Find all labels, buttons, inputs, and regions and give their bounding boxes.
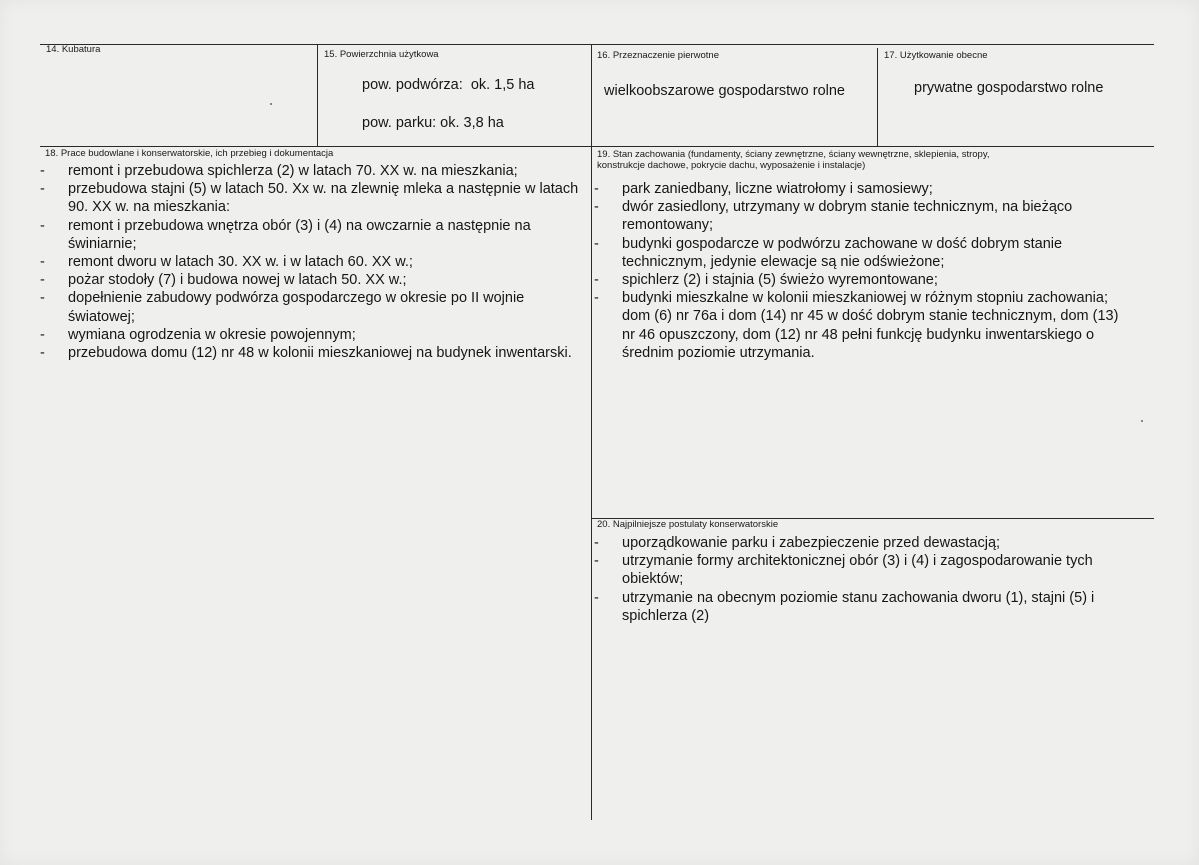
section-20-list <box>594 534 1144 625</box>
scan-speck <box>270 103 272 105</box>
list-item: - dwór zasiedlony, utrzymany w dobrym stanie technicznym, na bieżąco remontowany; <box>594 199 1073 234</box>
section-19-caption-line1: 19. Stan zachowania (fundamenty, ściany zewnętrzne, ściany wewnętrzne, sklepienia, stropy, <box>597 149 990 160</box>
current-use-value: prywatne gospodarstwo rolne <box>914 80 1104 96</box>
list-item: - przebudowa stajni (5) w latach 50. Xx w. na zlewnię mleka a następnie w latach 90. XX w. na mieszkania: <box>40 181 579 216</box>
section-15-caption: 15. Powierzchnia użytkowa <box>324 49 439 60</box>
scan-speck <box>1141 420 1143 422</box>
divider-16-17 <box>877 48 878 146</box>
park-area-value: pow. parku: ok. 3,8 ha <box>362 115 504 131</box>
original-purpose-value: wielkoobszarowe gospodarstwo rolne <box>604 83 845 99</box>
section-17-caption: 17. Użytkowanie obecne <box>884 50 988 61</box>
list-item: - remont i przebudowa spichlerza (2) w latach 70. XX w. na mieszkania; <box>40 163 518 179</box>
section-20-caption: 20. Najpilniejsze postulaty konserwatorskie <box>597 519 779 530</box>
list-item: - pożar stodoły (7) i budowa nowej w latach 50. XX w.; <box>40 272 407 289</box>
list-item: - utrzymanie na obecnym poziomie stanu zachowania dworu (1), stajni (5) i spichlerza (2) <box>594 589 1095 624</box>
section-16-caption: 16. Przeznaczenie pierwotne <box>597 50 719 61</box>
list-item: - przebudowa domu (12) nr 48 w kolonii mieszkaniowej na budynek inwentarski. <box>40 345 572 362</box>
list-item: - spichlerz (2) i stajnia (5) świeżo wyremontowane; <box>594 272 938 289</box>
list-item: - remont dworu w latach 30. XX w. i w latach 60. XX w.; <box>40 254 413 271</box>
divider-14-15 <box>317 44 318 146</box>
list-item: - dopełnienie zabudowy podwórza gospodarczego w okresie po II wojnie światowej; <box>40 290 525 325</box>
list-item: - budynki mieszkalne w kolonii mieszkaniowej w różnym stopniu zachowania; dom (6) nr 76a i dom (14) nr 45 w dość dobrym stanie technicznym, dom (13) nr 46 opuszczony, dom (12) nr 48 pełni funkcję budynku inwentarskiego o średnim poziomie utrzymania. <box>594 290 1119 361</box>
section-19-list <box>594 180 1134 362</box>
section-18-caption: 18. Prace budowlane i konserwatorskie, ich przebieg i dokumentacja <box>45 148 334 159</box>
section-19-caption-line2: konstrukcje dachowe, pokrycie dachu, wyposażenie i instalacje) <box>597 160 866 171</box>
list-item: - uporządkowanie parku i zabezpieczenie przed dewastacją; <box>594 535 1001 551</box>
top-rule <box>40 44 1154 45</box>
courtyard-area-value: pow. podwórza: ok. 1,5 ha <box>362 77 535 93</box>
list-item: - budynki gospodarcze w podwórzu zachowane w dość dobrym stanie technicznym, jedynie elewacje są nie odświeżone; <box>594 235 1063 270</box>
list-item: - utrzymanie formy architektonicznej obór (3) i (4) i zagospodarowanie tych obiektów; <box>594 553 1093 588</box>
section-18-list <box>40 162 580 362</box>
list-item: - wymiana ogrodzenia w okresie powojennym; <box>40 326 356 343</box>
list-item: - remont i przebudowa wnętrza obór (3) i (4) na owczarnie a następnie na świniarnie; <box>40 217 531 252</box>
section-14-caption: 14. Kubatura <box>46 44 101 55</box>
list-item: - park zaniedbany, liczne wiatrołomy i samosiewy; <box>594 181 933 197</box>
divider-15-16 <box>591 44 592 820</box>
